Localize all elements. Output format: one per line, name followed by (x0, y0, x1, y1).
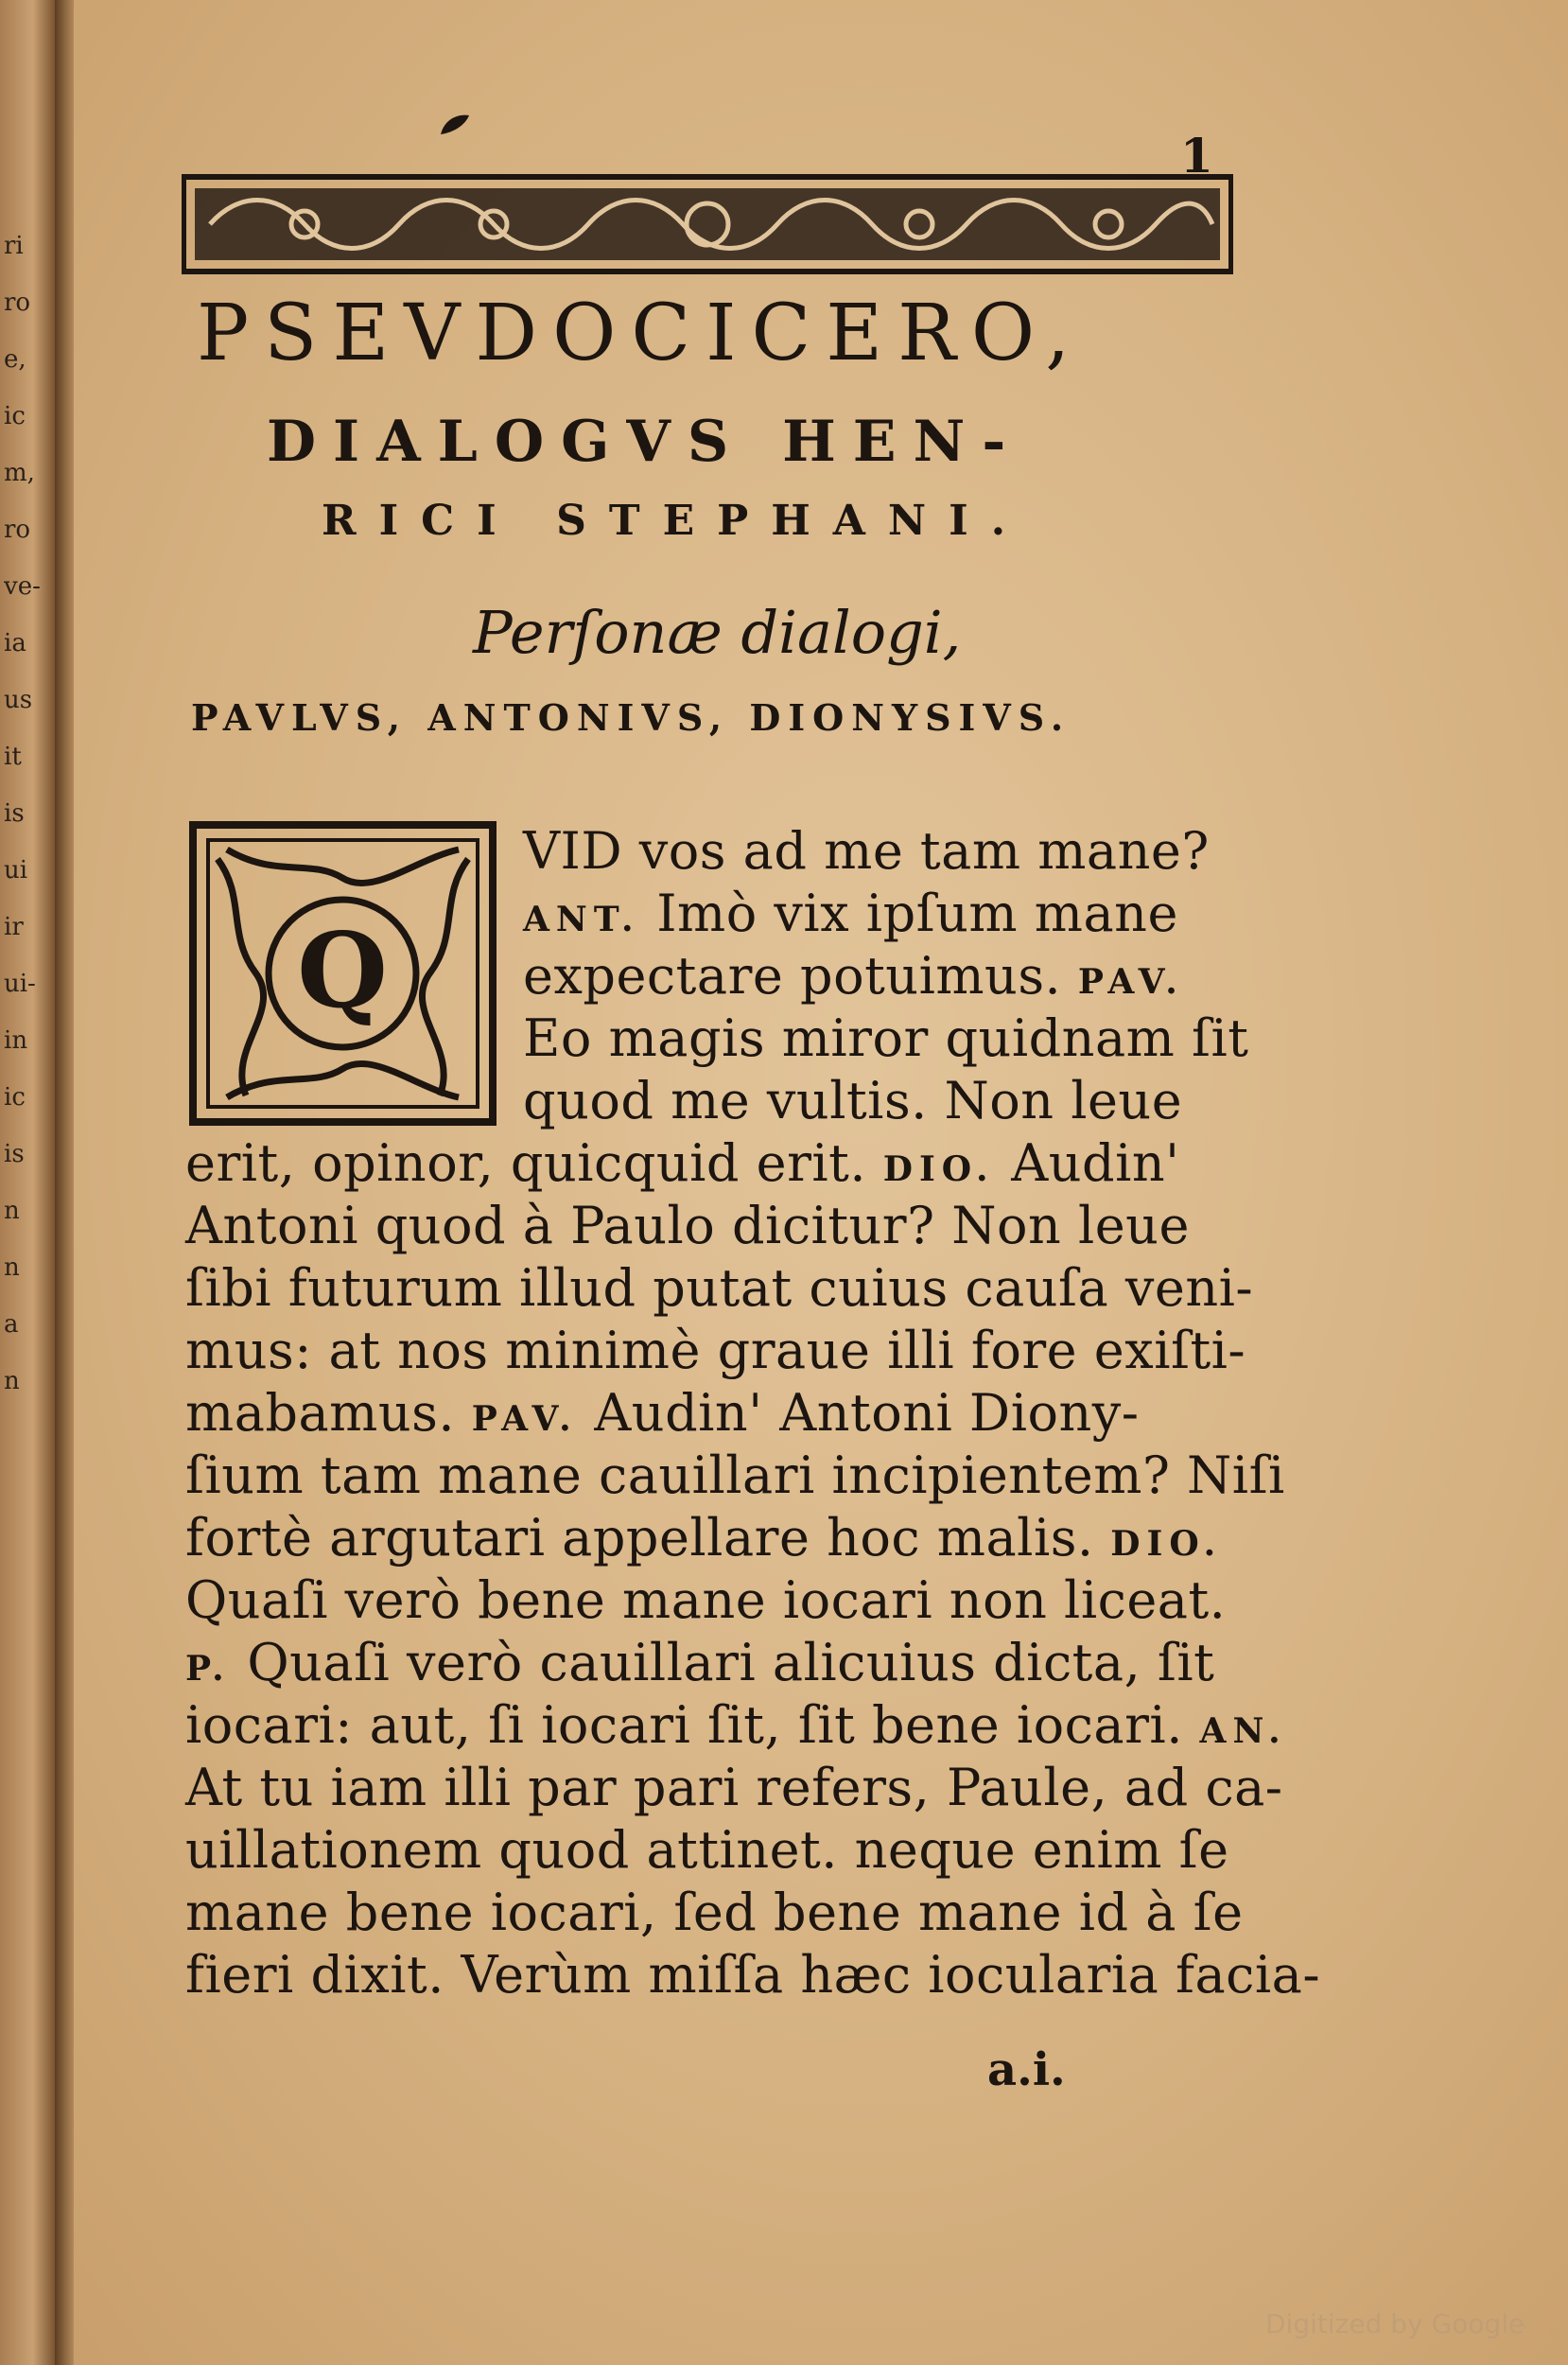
text-line: ſium tam mane cauillari incipientem? Niſi (185, 1445, 1285, 1505)
text-line: uillationem quod attinet. neque enim ſe (185, 1820, 1229, 1880)
fragment-line: a (4, 1310, 19, 1339)
facing-page-fragments (4, 218, 51, 1410)
fragment-line: e, (4, 345, 26, 374)
text-line: iocari: aut, ſi iocari ſit, ſit bene iocari. AN. (185, 1695, 1287, 1755)
book-gutter (55, 0, 74, 2365)
text-line: expectare potuimus. PAV. (523, 946, 1184, 1006)
fragment-line: ic (4, 402, 26, 430)
signature-mark: a.i. (987, 2043, 1066, 2096)
fragment-line: n (4, 1367, 20, 1395)
personae-heading: Perſonæ dialogi, (473, 598, 962, 667)
text-line: At tu iam illi par pari refers, Paule, ad ca- (185, 1758, 1283, 1817)
speaker-label: P. (185, 1649, 231, 1689)
fragment-line: is (4, 799, 25, 828)
speaker-label: ANT. (523, 900, 640, 939)
text-line: mabamus. PAV. Audin' Antoni Diony- (185, 1383, 1140, 1443)
text-line: Quaſi verò bene mane iocari non liceat. (185, 1570, 1227, 1630)
speaker-label: PAV. (1077, 962, 1184, 1002)
fragment-line: m, (4, 459, 35, 487)
fragment-line: n (4, 1253, 20, 1282)
text-line: mus: at nos minimè graue illi fore exiſti- (185, 1321, 1246, 1380)
text-line: quod me vultis. Non leue (523, 1071, 1183, 1130)
fragment-line: ir (4, 913, 24, 941)
text-line: P. Quaſi verò cauillari alicuius dicta, ſit (185, 1633, 1215, 1692)
subtitle-line-1: DIALOGVS HEN- (267, 409, 1023, 475)
fragment-line: ve- (4, 572, 41, 601)
fragment-line: is (4, 1140, 25, 1168)
digitization-watermark: Digitized by Google (1265, 2308, 1525, 2339)
fragment-line: ro (4, 516, 31, 544)
ornamental-headpiece-icon (182, 173, 1233, 275)
fragment-line: us (4, 686, 33, 714)
text-line: Antoni quod à Paulo dicitur? Non leue (185, 1196, 1190, 1255)
text-line: VID vos ad me tam mane? (523, 821, 1210, 881)
fragment-line: ui- (4, 970, 36, 998)
speaker-label: DIO. (882, 1149, 995, 1189)
fragment-line: ia (4, 629, 26, 657)
decorated-initial (189, 821, 497, 1126)
fragment-line: ic (4, 1083, 26, 1112)
text-line: fieri dixit. Verùm miſſa hæc iocularia facia- (185, 1945, 1321, 2005)
fragment-line: n (4, 1197, 20, 1225)
subtitle-line-2: RICI STEPHANI. (322, 497, 1029, 545)
text-line: mane bene iocari, ſed bene mane id à ſe (185, 1883, 1244, 1942)
ink-mark-icon (437, 112, 471, 138)
speaker-label: PAV. (471, 1399, 578, 1439)
text-line: ANT. Imò vix ipſum mane (523, 884, 1178, 943)
fragment-line: in (4, 1026, 28, 1055)
page-title: PSEVDOCICERO, (197, 289, 1086, 378)
initial-letter: Q (297, 909, 388, 1031)
fragment-line: ui (4, 856, 28, 885)
speaker-list: PAVLVS, ANTONIVS, DIONYSIVS. (191, 696, 1071, 739)
text-line: fortè argutari appellare hoc malis. DIO. (185, 1508, 1223, 1568)
fragment-line: ro (4, 289, 31, 317)
facing-page-edge (0, 0, 55, 2365)
text-line: erit, opinor, quicquid erit. DIO. Audin' (185, 1133, 1180, 1193)
fragment-line: it (4, 743, 22, 771)
page-number: 1 (1180, 128, 1213, 184)
speaker-label: AN. (1199, 1711, 1287, 1751)
text-line: ſibi futurum illud putat cuius cauſa veni- (185, 1258, 1254, 1318)
speaker-label: DIO. (1110, 1524, 1223, 1564)
text-line: Eo magis miror quidnam ſit (523, 1008, 1249, 1068)
fragment-line: ri (4, 232, 24, 260)
